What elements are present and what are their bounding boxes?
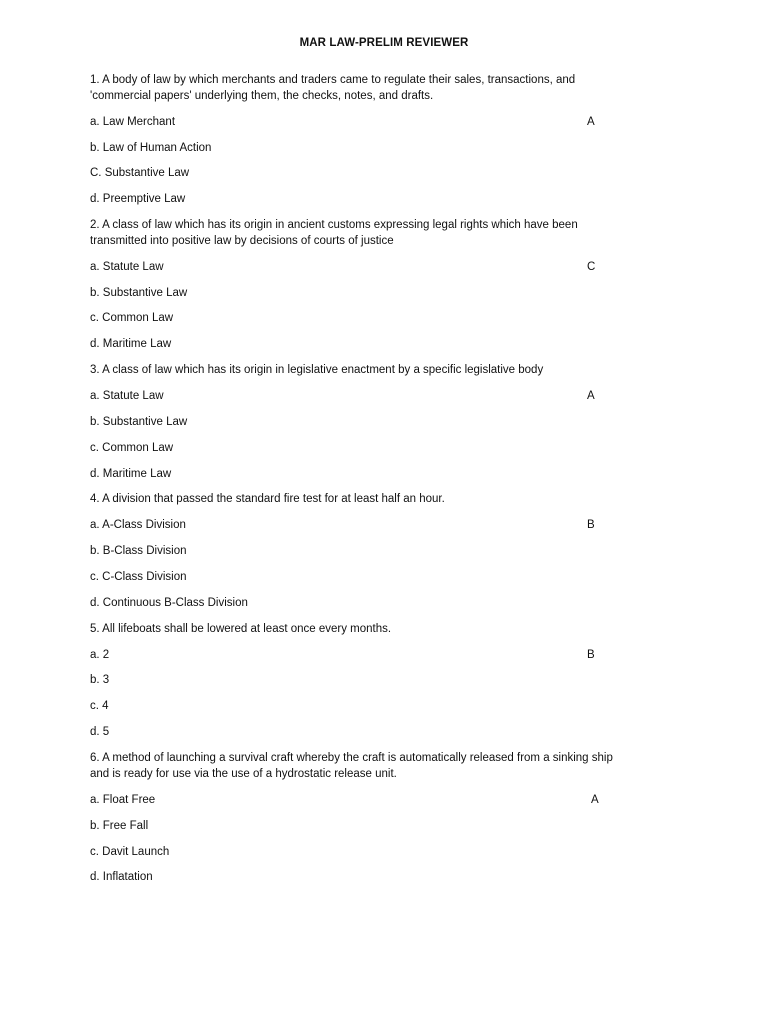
question-1-option-b: b. Law of Human Action [90,142,212,154]
question-3-option-b: b. Substantive Law [90,416,188,428]
question-2-answer: C [587,261,596,273]
question-1-option-c: C. Substantive Law [90,167,190,179]
question-3-option-d: d. Maritime Law [90,468,172,480]
question-2-option-c: c. Common Law [90,312,174,324]
question-1-answer: A [587,116,595,128]
question-1-option-a: a. Law Merchant [90,116,176,128]
question-5-option-a: a. 2 [90,649,110,661]
question-6-option-b: b. Free Fall [90,820,149,832]
question-3-answer: A [587,390,595,402]
question-6-option-d: d. Inflatation [90,871,153,883]
question-4-answer: B [587,519,595,531]
question-6-stem-line-1: 6. A method of launching a survival craft whereby the craft is automatically released from a sinking ship [90,752,613,764]
question-5-option-c: c. 4 [90,700,109,712]
question-6-answer: A [591,794,599,806]
question-2-stem-line-1: 2. A class of law which has its origin in ancient customs expressing legal rights which have been [90,219,578,231]
question-4-stem-line-1: 4. A division that passed the standard fire test for at least half an hour. [90,493,445,505]
question-3-option-a: a. Statute Law [90,390,164,402]
question-6-option-a: a. Float Free [90,794,156,806]
question-5-option-d: d. 5 [90,726,110,738]
question-3-stem-line-1: 3. A class of law which has its origin in legislative enactment by a specific legislative body [90,364,544,376]
question-2-option-a: a. Statute Law [90,261,164,273]
page-title: MAR LAW-PRELIM REVIEWER [299,37,469,49]
question-2-stem-line-2: transmitted into positive law by decisions of courts of justice [90,235,394,247]
question-5-answer: B [587,649,595,661]
question-2-option-b: b. Substantive Law [90,287,188,299]
question-3-option-c: c. Common Law [90,442,174,454]
question-2-option-d: d. Maritime Law [90,338,172,350]
question-4-option-a: a. A-Class Division [90,519,186,531]
question-4-option-c: c. C-Class Division [90,571,187,583]
question-6-stem-line-2: and is ready for use via the use of a hydrostatic release unit. [90,768,397,780]
question-5-stem-line-1: 5. All lifeboats shall be lowered at least once every months. [90,623,392,635]
question-5-option-b: b. 3 [90,674,110,686]
question-4-option-d: d. Continuous B-Class Division [90,597,248,609]
question-1-option-d: d. Preemptive Law [90,193,186,205]
question-4-option-b: b. B-Class Division [90,545,187,557]
question-6-option-c: c. Davit Launch [90,846,170,858]
question-1-stem-line-2: 'commercial papers' underlying them, the checks, notes, and drafts. [90,90,434,102]
question-1-stem-line-1: 1. A body of law by which merchants and traders came to regulate their sales, transactions, and [90,74,576,86]
